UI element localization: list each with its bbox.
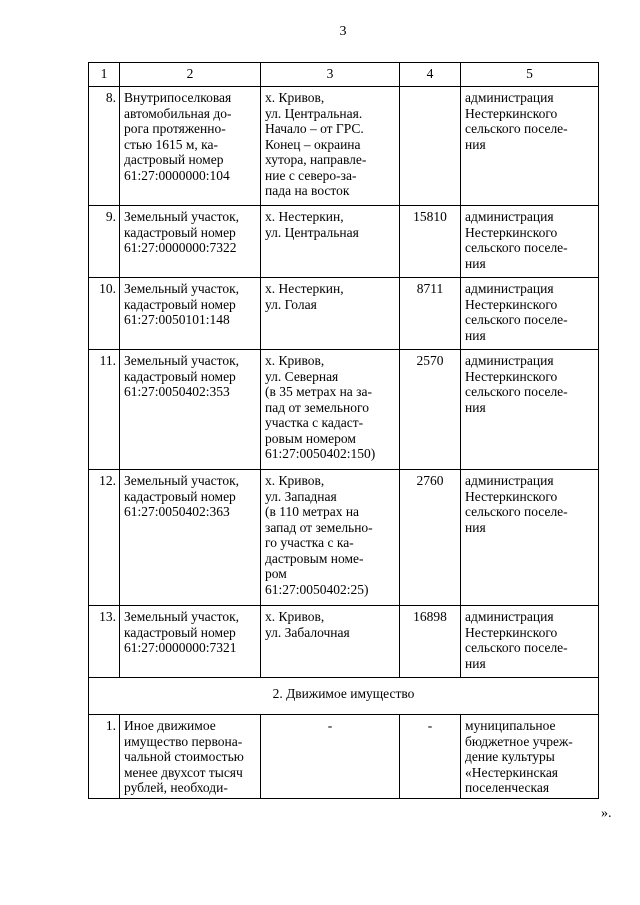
cell-line: сельского поселе- bbox=[465, 121, 568, 136]
cell-line: бюджетное учреж- bbox=[465, 733, 573, 749]
cell-line: Иное движимое bbox=[124, 718, 216, 733]
cell-line: дастровым номе- bbox=[265, 550, 364, 566]
cell-line: имущество первона- bbox=[124, 733, 243, 749]
cell-line: Внутрипоселковая bbox=[124, 90, 232, 105]
cell-line: администрация bbox=[465, 353, 554, 368]
cell-line: Земельный участок, bbox=[124, 281, 240, 296]
cell-line: ния bbox=[465, 255, 486, 271]
cell-line: х. Нестеркин, bbox=[265, 209, 344, 224]
row-number: 1. bbox=[89, 715, 120, 799]
cell-line: менее двухсот тысяч bbox=[124, 764, 243, 780]
cell-line: рога протяженно- bbox=[124, 121, 226, 136]
cell-line: муниципальное bbox=[465, 718, 556, 733]
cell-line: Конец – окраина bbox=[265, 136, 361, 152]
cell-line: 61:27:0000000:7322 bbox=[124, 240, 237, 255]
cell-line: Нестеркинского bbox=[465, 105, 558, 121]
object-name bbox=[120, 206, 261, 278]
cell-line: сельского поселе- bbox=[465, 384, 568, 399]
cell-line: кадастровый номер bbox=[124, 224, 236, 240]
object-area: 16898 bbox=[400, 606, 461, 678]
cell-line: Нестеркинского bbox=[465, 296, 558, 312]
cell-line: сельского поселе- bbox=[465, 504, 568, 519]
cell-line: Нестеркинского bbox=[465, 488, 558, 504]
cell-line: ул. Северная bbox=[265, 368, 339, 384]
cell-line: сельского поселе- bbox=[465, 640, 568, 655]
cell-line: ул. Центральная. bbox=[265, 105, 363, 121]
object-address bbox=[261, 350, 400, 470]
cell-line: автомобильная до- bbox=[124, 105, 232, 121]
right-holder bbox=[461, 87, 599, 206]
cell-line: администрация bbox=[465, 209, 554, 224]
column-header: 4 bbox=[400, 63, 461, 87]
right-holder bbox=[461, 715, 599, 799]
cell-line: пада на восток bbox=[265, 183, 350, 198]
cell-line: ния bbox=[465, 136, 486, 152]
cell-line: дастровый номер bbox=[124, 152, 224, 167]
cell-line: ул. Забалочная bbox=[265, 624, 350, 640]
cell-line: Нестеркинского bbox=[465, 624, 558, 640]
table-row bbox=[89, 606, 599, 678]
cell-line: 61:27:0050402:150) bbox=[265, 446, 376, 461]
section-row bbox=[89, 678, 599, 715]
cell-line: администрация bbox=[465, 90, 554, 105]
cell-line: Нестеркинского bbox=[465, 224, 558, 240]
cell-line: 61:27:0050402:363 bbox=[124, 504, 230, 519]
table-row bbox=[89, 470, 599, 606]
cell-line: 61:27:0000000:104 bbox=[124, 167, 230, 183]
object-name bbox=[120, 350, 261, 470]
right-holder bbox=[461, 606, 599, 678]
cell-line: хутора, направле- bbox=[265, 152, 367, 167]
cell-line: чальной стоимостью bbox=[124, 749, 244, 764]
row-number: 12. bbox=[89, 470, 120, 606]
cell-line: пад от земельного bbox=[265, 399, 369, 415]
cell-line: рублей, необходи- bbox=[124, 780, 228, 795]
property-table bbox=[88, 62, 599, 799]
cell-line: 61:27:0050402:25) bbox=[265, 581, 369, 597]
object-name bbox=[120, 470, 261, 606]
cell-line: ния bbox=[465, 655, 486, 671]
cell-line: стью 1615 м, ка- bbox=[124, 136, 219, 152]
object-area: 2760 bbox=[400, 470, 461, 606]
cell-line: ровым номером bbox=[265, 430, 356, 446]
row-number: 11. bbox=[89, 350, 120, 470]
cell-line: ул. Центральная bbox=[265, 224, 359, 240]
cell-line: ул. Западная bbox=[265, 488, 337, 504]
table-row bbox=[89, 715, 599, 799]
page-number: 3 bbox=[339, 24, 347, 39]
cell-line: ул. Голая bbox=[265, 296, 317, 312]
object-name bbox=[120, 606, 261, 678]
cell-line: Нестеркинского bbox=[465, 368, 558, 384]
cell-line: ния bbox=[465, 399, 486, 415]
cell-line: 61:27:0000000:7321 bbox=[124, 640, 237, 655]
cell-line: «Нестеркинская bbox=[465, 764, 559, 780]
table-row bbox=[89, 206, 599, 278]
cell-line: ния bbox=[465, 327, 486, 343]
cell-line: сельского поселе- bbox=[465, 240, 568, 255]
closing-quote-mark: ». bbox=[601, 806, 612, 821]
cell-line: поселенческая bbox=[465, 780, 550, 795]
cell-line: сельского поселе- bbox=[465, 312, 568, 327]
table-row bbox=[89, 350, 599, 470]
cell-line: 61:27:0050402:353 bbox=[124, 384, 230, 399]
object-address: - bbox=[261, 715, 400, 799]
cell-line: х. Кривов, bbox=[265, 473, 325, 488]
cell-line: х. Кривов, bbox=[265, 609, 325, 624]
row-number: 9. bbox=[89, 206, 120, 278]
cell-line: (в 110 метрах на bbox=[265, 504, 360, 519]
object-name bbox=[120, 87, 261, 206]
section-title: 2. Движимое имущество bbox=[89, 678, 599, 715]
cell-line: кадастровый номер bbox=[124, 368, 236, 384]
table-row bbox=[89, 278, 599, 350]
object-address bbox=[261, 470, 400, 606]
cell-line: администрация bbox=[465, 609, 554, 624]
cell-line: Земельный участок, bbox=[124, 353, 240, 368]
cell-line: ние с северо-за- bbox=[265, 167, 357, 183]
object-address bbox=[261, 278, 400, 350]
object-address bbox=[261, 87, 400, 206]
cell-line: кадастровый номер bbox=[124, 624, 236, 640]
column-header: 5 bbox=[461, 63, 599, 87]
cell-line: 61:27:0050101:148 bbox=[124, 312, 230, 327]
object-address bbox=[261, 206, 400, 278]
object-name bbox=[120, 278, 261, 350]
column-header: 2 bbox=[120, 63, 261, 87]
row-number: 8. bbox=[89, 87, 120, 206]
column-header: 1 bbox=[89, 63, 120, 87]
object-address bbox=[261, 606, 400, 678]
object-area: 2570 bbox=[400, 350, 461, 470]
cell-line: администрация bbox=[465, 473, 554, 488]
object-area: 15810 bbox=[400, 206, 461, 278]
cell-line: кадастровый номер bbox=[124, 296, 236, 312]
cell-line: х. Кривов, bbox=[265, 90, 325, 105]
table-row bbox=[89, 87, 599, 206]
object-area: 8711 bbox=[400, 278, 461, 350]
cell-line: х. Кривов, bbox=[265, 353, 325, 368]
right-holder bbox=[461, 470, 599, 606]
cell-line: Земельный участок, bbox=[124, 609, 240, 624]
cell-line: администрация bbox=[465, 281, 554, 296]
cell-line: участка с кадаст- bbox=[265, 415, 364, 430]
right-holder bbox=[461, 278, 599, 350]
cell-line: ром bbox=[265, 566, 287, 581]
cell-line: кадастровый номер bbox=[124, 488, 236, 504]
column-header: 3 bbox=[261, 63, 400, 87]
row-number: 13. bbox=[89, 606, 120, 678]
table-header-row bbox=[89, 63, 599, 87]
object-name bbox=[120, 715, 261, 799]
right-holder bbox=[461, 350, 599, 470]
cell-line: (в 35 метрах на за- bbox=[265, 384, 372, 399]
right-holder bbox=[461, 206, 599, 278]
cell-line: Начало – от ГРС. bbox=[265, 121, 364, 136]
cell-line: ния bbox=[465, 519, 486, 535]
row-number: 10. bbox=[89, 278, 120, 350]
cell-line: дение культуры bbox=[465, 749, 555, 764]
object-area bbox=[400, 87, 461, 206]
cell-line: запад от земельно- bbox=[265, 519, 373, 535]
cell-line: х. Нестеркин, bbox=[265, 281, 344, 296]
object-area: - bbox=[400, 715, 461, 799]
cell-line: Земельный участок, bbox=[124, 209, 240, 224]
cell-line: Земельный участок, bbox=[124, 473, 240, 488]
cell-line: го участка с ка- bbox=[265, 535, 354, 550]
